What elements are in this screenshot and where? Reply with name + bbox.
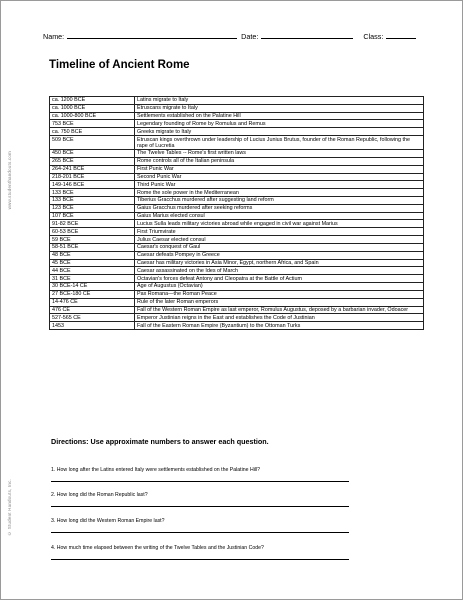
timeline-row	[50, 136, 424, 150]
timeline-row	[50, 314, 424, 322]
answer-line-3[interactable]	[51, 532, 349, 533]
timeline-event: Fall of the Western Roman Empire as last emperor, Romulus Augustus, deposed by a barbarian invader, Odoacer	[135, 306, 424, 314]
timeline-date: 1453	[50, 322, 135, 330]
question-1: 1. How long after the Latins entered Italy were settlements established on the Palatine Hill?	[51, 467, 261, 473]
timeline-event: Fall of the Eastern Roman Empire (Byzantium) to the Ottoman Turks	[135, 322, 424, 330]
timeline-event: First Triumvirate	[135, 228, 424, 236]
timeline-row	[50, 322, 424, 330]
header-fields	[43, 31, 416, 41]
timeline-date: 58-51 BCE	[50, 243, 135, 251]
timeline-row	[50, 259, 424, 267]
timeline-date: 60-53 BCE	[50, 228, 135, 236]
question-4: 4. How much time elapsed between the writing of the Twelve Tables and the Justinian Code?	[51, 545, 264, 551]
timeline-event: Gaius Marius elected consul	[135, 212, 424, 220]
timeline-date: 476 CE	[50, 306, 135, 314]
timeline-row	[50, 165, 424, 173]
timeline-row	[50, 157, 424, 165]
timeline-date: ca. 1000-800 BCE	[50, 112, 135, 120]
timeline-event: Lucius Sulla leads military victories abroad while engaged in civil war against Marius	[135, 220, 424, 228]
timeline-event: Rome the sole power in the Mediterranean	[135, 189, 424, 197]
timeline-event: Rule of the later Roman emperors	[135, 298, 424, 306]
timeline-row	[50, 196, 424, 204]
date-label: Date:	[241, 32, 259, 41]
timeline-row	[50, 283, 424, 291]
directions-text: Directions: Use approximate numbers to answer each question.	[51, 437, 269, 446]
timeline-date: 218-201 BCE	[50, 173, 135, 181]
timeline-row	[50, 150, 424, 158]
timeline-row	[50, 251, 424, 259]
timeline-date: 14-476 CE	[50, 298, 135, 306]
timeline-date: 509 BCE	[50, 136, 135, 150]
timeline-date: ca. 1200 BCE	[50, 97, 135, 105]
timeline-date: 450 BCE	[50, 150, 135, 158]
timeline-row	[50, 97, 424, 105]
timeline-row	[50, 128, 424, 136]
page-title: Timeline of Ancient Rome	[49, 59, 190, 71]
timeline-date: 30 BCE-14 CE	[50, 283, 135, 291]
timeline-event: Pax Romana—the Roman Peace	[135, 290, 424, 298]
timeline-event: Second Punic War	[135, 173, 424, 181]
class-label: Class:	[363, 32, 384, 41]
timeline-row	[50, 181, 424, 189]
timeline-event: Greeks migrate to Italy	[135, 128, 424, 136]
timeline-event: Julius Caesar elected consul	[135, 236, 424, 244]
question-2: 2. How long did the Roman Republic last?	[51, 492, 148, 498]
timeline-row	[50, 120, 424, 128]
timeline-date: 133 BCE	[50, 189, 135, 197]
timeline-event: Age of Augustus (Octavian)	[135, 283, 424, 291]
side-watermark-top: www.studenthandouts.com	[7, 151, 12, 210]
timeline-event: Third Punic War	[135, 181, 424, 189]
timeline-event: Latins migrate to Italy	[135, 97, 424, 105]
timeline-date: 133 BCE	[50, 196, 135, 204]
timeline-event: Etruscans migrate to Italy	[135, 104, 424, 112]
timeline-event: Caesar assassinated on the Ides of March	[135, 267, 424, 275]
timeline-row	[50, 306, 424, 314]
timeline-date: 149-146 BCE	[50, 181, 135, 189]
timeline-event: First Punic War	[135, 165, 424, 173]
timeline-event: Legendary founding of Rome by Romulus and Remus	[135, 120, 424, 128]
timeline-row	[50, 267, 424, 275]
timeline-row	[50, 298, 424, 306]
timeline-date: 27 BCE-180 CE	[50, 290, 135, 298]
name-blank	[67, 31, 237, 39]
timeline-event: Settlements established on the Palatine Hill	[135, 112, 424, 120]
class-blank	[386, 31, 416, 39]
timeline-date: 265 BCE	[50, 157, 135, 165]
question-3: 3. How long did the Western Roman Empire last?	[51, 518, 165, 524]
timeline-date: 45 BCE	[50, 259, 135, 267]
date-blank	[261, 31, 353, 39]
timeline-row	[50, 236, 424, 244]
timeline-date: 31 BCE	[50, 275, 135, 283]
side-watermark-bottom: © Student Handouts, Inc.	[7, 479, 12, 536]
timeline-row	[50, 228, 424, 236]
timeline-event: Caesar's conquest of Gaul	[135, 243, 424, 251]
timeline-event: Etruscan kings overthrown under leadership of Lucius Junius Brutus, founder of the Roman Republic, following the rape of Lucretia	[135, 136, 424, 150]
timeline-row	[50, 212, 424, 220]
timeline-date: 107 BCE	[50, 212, 135, 220]
timeline-row	[50, 243, 424, 251]
timeline-date: 91-82 BCE	[50, 220, 135, 228]
timeline-row	[50, 220, 424, 228]
answer-line-4[interactable]	[51, 559, 349, 560]
timeline-row	[50, 290, 424, 298]
answer-line-1[interactable]	[51, 481, 349, 482]
timeline-row	[50, 204, 424, 212]
timeline-date: 48 BCE	[50, 251, 135, 259]
answer-line-2[interactable]	[51, 506, 349, 507]
timeline-row	[50, 275, 424, 283]
timeline-event: Tiberius Gracchus murdered after suggesting land reform	[135, 196, 424, 204]
timeline-event: Octavian's forces defeat Antony and Cleopatra at the Battle of Actium	[135, 275, 424, 283]
timeline-row	[50, 189, 424, 197]
timeline-event: Gaius Gracchus murdered after seeking reforms	[135, 204, 424, 212]
timeline-row	[50, 112, 424, 120]
timeline-date: 44 BCE	[50, 267, 135, 275]
timeline-row	[50, 104, 424, 112]
timeline-date: 753 BCE	[50, 120, 135, 128]
timeline-row	[50, 173, 424, 181]
name-label: Name:	[43, 32, 65, 41]
timeline-date: 527-565 CE	[50, 314, 135, 322]
timeline-event: Rome controls all of the Italian peninsula	[135, 157, 424, 165]
timeline-date: 264-241 BCE	[50, 165, 135, 173]
timeline-date: 59 BCE	[50, 236, 135, 244]
timeline-table	[49, 96, 424, 330]
timeline-event: Caesar defeats Pompey in Greece	[135, 251, 424, 259]
timeline-event: Caesar has military victories in Asia Minor, Egypt, northern Africa, and Spain	[135, 259, 424, 267]
timeline-date: ca. 1000 BCE	[50, 104, 135, 112]
timeline-date: 123 BCE	[50, 204, 135, 212]
timeline-event: The Twelve Tables -- Rome's first written laws	[135, 150, 424, 158]
timeline-event: Emperor Justinian reigns in the East and establishes the Code of Justinian	[135, 314, 424, 322]
timeline-date: ca. 750 BCE	[50, 128, 135, 136]
